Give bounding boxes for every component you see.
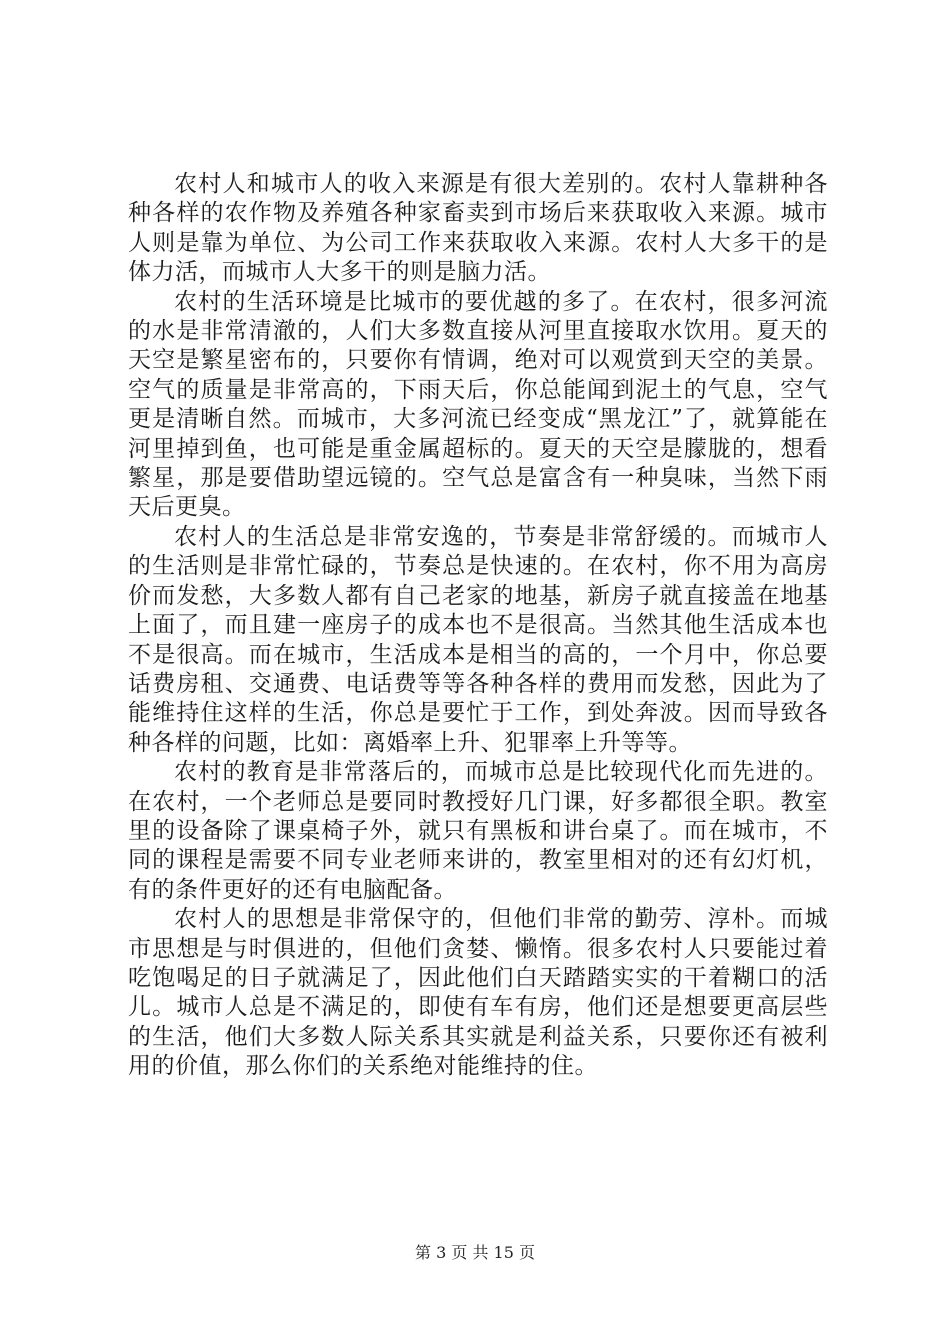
page-number-footer: 第 3 页 共 15 页 [415,1243,535,1262]
paragraph-mindset: 农村人的思想是非常保守的，但他们非常的勤劳、淳朴。而城市思想是与时俱进的，但他们贪婪、懒惰。很多农村人只要能过着吃饱喝足的日子就满足了，因此他们白天踏踏实实的干着糊口的活儿。城市人总是不满足的，即使有车有房，他们还是想要更高层些的生活，他们大多数人际关系其实就是利益关系，只要你还有被利用的价值，那么你们的关系绝对能维持的住。 [128,906,828,1080]
paragraph-lifestyle: 农村人的生活总是非常安逸的，节奏是非常舒缓的。而城市人的生活则是非常忙碌的，节奏总是快速的。在农村，你不用为高房价而发愁，大多数人都有自己老家的地基，新房子就直接盖在地基上面了，而且建一座房子的成本也不是很高。当然其他生活成本也不是很高。而在城市，生活成本是相当的高的，一个月中，你总要话费房租、交通费、电话费等等各种各样的费用而发愁，因此为了能维持住这样的生活，你总是要忙于工作，到处奔波。因而导致各种各样的问题，比如：离婚率上升、犯罪率上升等等。 [128,523,828,756]
paragraph-environment: 农村的生活环境是比城市的要优越的多了。在农村，很多河流的水是非常清澈的，人们大多数直接从河里直接取水饮用。夏天的天空是繁星密布的，只要你有情调，绝对可以观赏到天空的美景。空气的质量是非常高的，下雨天后，你总能闻到泥土的气息，空气更是清晰自然。而城市，大多河流已经变成“黑龙江”了，就算能在河里掉到鱼，也可能是重金属超标的。夏天的天空是朦胧的，想看繁星，那是要借助望远镜的。空气总是富含有一种臭味，当然下雨天后更臭。 [128,288,828,521]
paragraph-education: 农村的教育是非常落后的，而城市总是比较现代化而先进的。在农村，一个老师总是要同时教授好几门课，好多都很全职。教室里的设备除了课桌椅子外，就只有黑板和讲台桌了。而在城市，不同的课程是需要不同专业老师来讲的，教室里相对的还有幻灯机，有的条件更好的还有电脑配备。 [128,759,828,903]
document-body [128,170,828,1082]
paragraph-income: 农村人和城市人的收入来源是有很大差别的。农村人靠耕种各种各样的农作物及养殖各种家畜卖到市场后来获取收入来源。城市人则是靠为单位、为公司工作来获取收入来源。农村人大多干的是体力活，而城市人大多干的则是脑力活。 [128,171,828,286]
